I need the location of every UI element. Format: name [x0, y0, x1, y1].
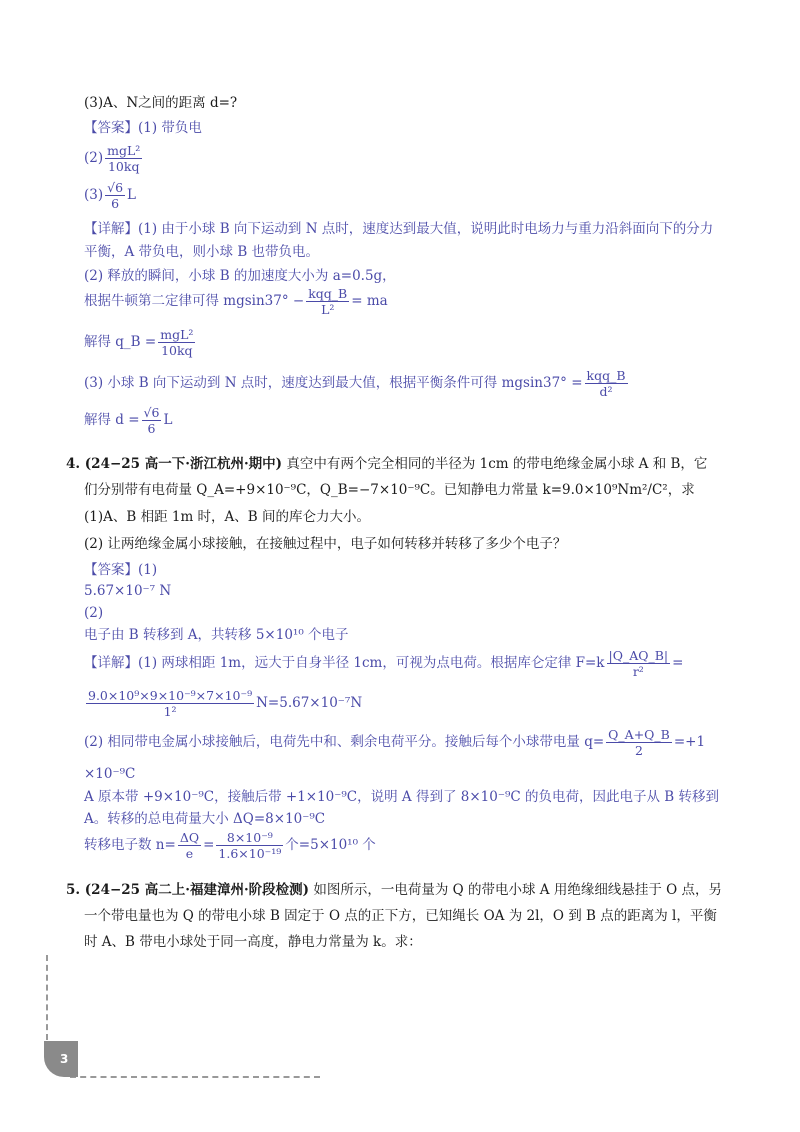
q4-stem-2: 们分别带有电荷量 Q_A=+9×10⁻⁹C，Q_B=−7×10⁻⁹C。已知静电力常量 k=9.0×10⁹Nm²/C²，求 — [84, 482, 695, 498]
q4-detail-2d: A。转移的总电荷量大小 ΔQ=8×10⁻⁹C — [84, 811, 326, 827]
q3-part3: (3)A、N之间的距离 d=? — [84, 95, 238, 111]
q3-detail-2a: (2) 释放的瞬间，小球 B 的加速度大小为 a=0.5g， — [84, 268, 396, 284]
q4-detail-2e: 转移电子数 n= $\frac{\Delta Q}{e}$ = $\frac{\text{8×10⁻⁹}}{\text{1.6×10⁻¹⁹}}$ 个=5×10¹⁰ 个 — [84, 830, 376, 861]
margin-dashed-line-horizontal — [70, 1076, 320, 1078]
page-number: 3 — [60, 1052, 69, 1066]
q3-detail-1b: 平衡，A 带负电，则小球 B 也带负电。 — [84, 244, 320, 260]
q4-part1: (1)A、B 相距 1m 时，A、B 间的库仑力大小。 — [84, 509, 371, 525]
page-number-badge — [44, 1041, 78, 1077]
q5-stem-3: 时 A、B 带电小球处于同一高度，静电力常量为 k。求： — [84, 934, 422, 950]
q3-detail-2c: 解得 q_B = $\frac{\text{mgL²}}{10kq}$ — [84, 327, 194, 358]
q4-answer-2-label: (2) — [84, 605, 104, 621]
q4-answer-tag: 【答案】(1) — [84, 562, 158, 578]
q4-detail-2b: ×10⁻⁹C — [84, 766, 136, 782]
q3-detail-3b: 解得 d = $\frac{√6}{6}$ L — [84, 405, 173, 436]
q5-stem-2: 一个带电量也为 Q 的带电小球 B 固定于 O 点的正下方，已知绳长 OA 为 2l，O 到 B 点的距离为 l，平衡 — [84, 908, 717, 924]
q4-answer-1: 5.67×10⁻⁷ N — [84, 583, 172, 599]
margin-dashed-line-vertical — [46, 955, 48, 1040]
q4-answer-2: 电子由 B 转移到 A，共转移 5×10¹⁰ 个电子 — [84, 627, 349, 643]
q4-stem-1: 4. (24−25 高一下·浙江杭州·期中) 真空中有两个完全相同的半径为 1cm 的带电绝缘金属小球 A 和 B，它 — [66, 456, 708, 472]
q4-detail-1b: $\frac{\text{9.0×10⁹×9×10⁻⁹×7×10⁻⁹}}{\text{1²}}$ N=5.67×10⁻⁷N — [88, 688, 363, 719]
q3-detail-2b: 根据牛顿第二定律可得 mgsin37° − $\frac{\text{kqq\_B}}{\text{L²}}$ = ma — [84, 286, 388, 317]
q3-answer-3: (3) $\frac{√6}{6}$ L — [84, 180, 137, 211]
q5-stem-1: 5. (24−25 高二上·福建漳州·阶段检测) 如图所示，一电荷量为 Q 的带电小球 A 用绝缘细线悬挂于 O 点，另 — [66, 882, 722, 898]
q4-part2: (2) 让两绝缘金属小球接触，在接触过程中，电子如何转移并转移了多少个电子？ — [84, 536, 567, 552]
q3-answer: 【答案】(1) 带负电 — [84, 120, 202, 136]
q4-source: 4. (24−25 高一下·浙江杭州·期中) — [66, 456, 283, 472]
q4-detail-2c: A 原本带 +9×10⁻⁹C，接触后带 +1×10⁻⁹C，说明 A 得到了 8×10⁻⁹C 的负电荷，因此电子从 B 转移到 — [84, 789, 720, 805]
q4-detail-1a: 【详解】(1) 两球相距 1m，远大于自身半径 1cm，可视为点电荷。根据库仑定律 F=k $\frac{|Q\_AQ\_B|}{\text{r²}}$ = — [84, 648, 684, 679]
q3-answer-2: (2) $\frac{\text{mgL²}}{10kq}$ — [84, 143, 141, 174]
q3-detail-3a: (3) 小球 B 向下运动到 N 点时，速度达到最大值，根据平衡条件可得 mgsin37° = $\frac{\text{kqq\_B}}{\text{d²}}$ — [84, 368, 626, 399]
q4-detail-2a: (2) 相同带电金属小球接触后，电荷先中和、剩余电荷平分。接触后每个小球带电量 q= $\frac{Q\_A+Q\_B}{2}$ =+1 — [84, 727, 706, 758]
q5-source: 5. (24−25 高二上·福建漳州·阶段检测) — [66, 882, 310, 898]
q3-detail-1a: 【详解】(1) 由于小球 B 向下运动到 N 点时，速度达到最大值，说明此时电场力与重力沿斜面向下的分力 — [84, 221, 714, 237]
